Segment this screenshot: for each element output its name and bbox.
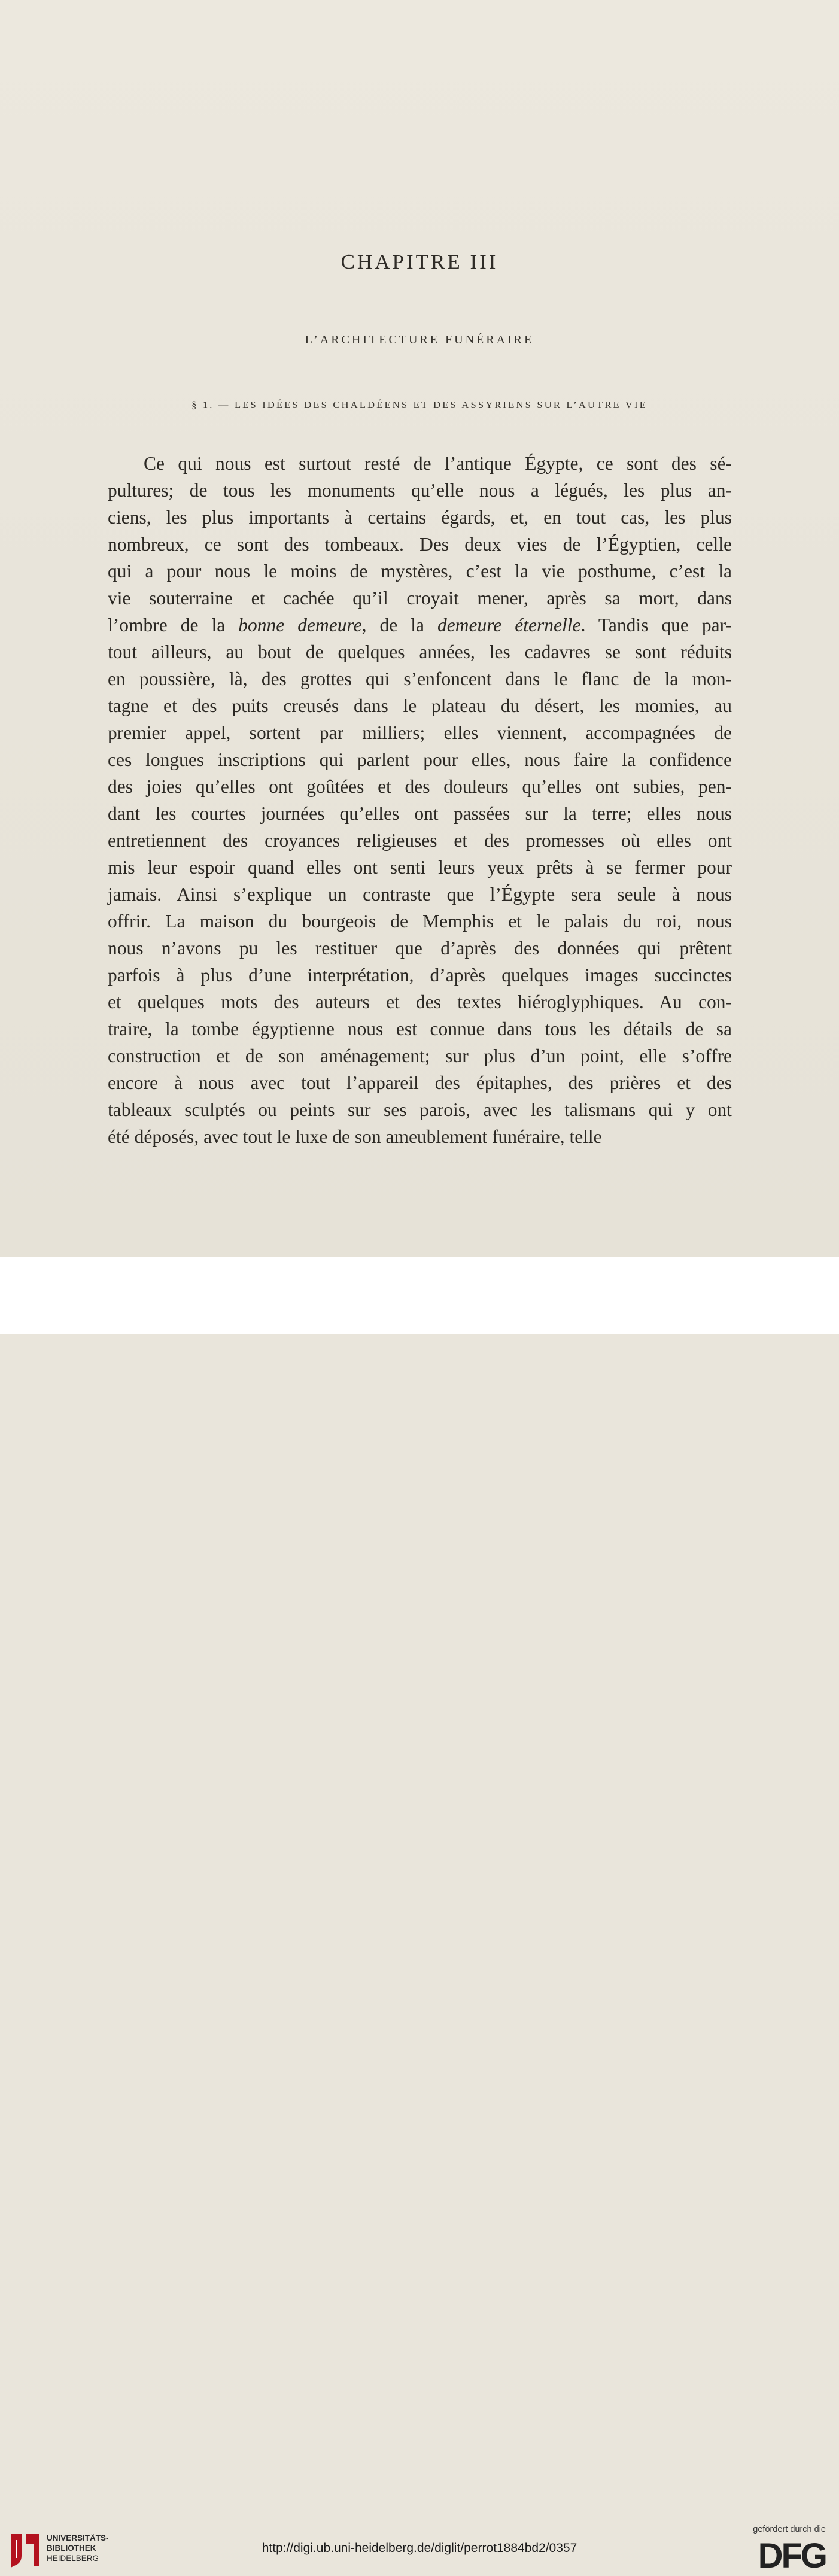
chapter-title: CHAPITRE III bbox=[341, 250, 498, 273]
text-line: pultures; de tous les monuments qu’elle nous a légués, les plus an- bbox=[108, 480, 732, 501]
text-line: vie souterraine et cachée qu’il croyait mener, après sa mort, dans bbox=[108, 588, 732, 609]
text-line: des joies qu’elles ont goûtées et des douleurs qu’elles ont subies, pen- bbox=[108, 776, 732, 797]
subsection-title: § 1. — LES IDÉES DES CHALDÉENS ET DES ASSYRIENS SUR L’AUTRE VIE bbox=[191, 399, 648, 410]
text-line: mis leur espoir quand elles ont senti leurs yeux prêts à se fermer pour bbox=[108, 857, 732, 878]
text-line: qui a pour nous le moins de mystères, c’est la vie posthume, c’est la bbox=[108, 561, 732, 582]
text-line: ciens, les plus importants à certains égards, et, en tout cas, les plus bbox=[108, 507, 732, 528]
section-title: L’ARCHITECTURE FUNÉRAIRE bbox=[305, 333, 534, 346]
text-line: nombreux, ce sont des tombeaux. Des deux vies de l’Égyptien, celle bbox=[108, 534, 732, 555]
text-line: encore à nous avec tout l’appareil des épitaphes, des prières et des bbox=[108, 1072, 732, 1093]
text-line: parfois à plus d’une interprétation, d’après quelques images succinctes bbox=[108, 965, 732, 986]
text-line: tableaux sculptés ou peints sur ses parois, avec les talismans qui y ont bbox=[108, 1099, 732, 1120]
permalink-url[interactable]: http://digi.ub.uni-heidelberg.de/diglit/perrot1884bd2/0357 bbox=[262, 2541, 577, 2555]
text-line: offrir. La maison du bourgeois de Memphis et le palais du roi, nous bbox=[108, 911, 732, 932]
body-paragraph bbox=[108, 450, 732, 1150]
library-name: UNIVERSITÄTS- BIBLIOTHEK HEIDELBERG bbox=[47, 2534, 109, 2563]
footer-bar bbox=[0, 1257, 839, 2575]
text-line: été déposés, avec tout le luxe de son ameublement funéraire, telle bbox=[108, 1126, 602, 1147]
text-line: Ce qui nous est surtout resté de l’antique Égypte, ce sont des sé- bbox=[144, 453, 732, 474]
text-line: nous n’avons pu les restituer que d’après des données qui prêtent bbox=[108, 938, 732, 959]
text-line: tagne et des puits creusés dans le plateau du désert, les momies, au bbox=[108, 695, 732, 716]
funding-note: gefördert durch die bbox=[753, 2525, 826, 2534]
text-line: jamais. Ainsi s’explique un contraste que l’Égypte sera seule à nous bbox=[108, 884, 732, 905]
text-line: ces longues inscriptions qui parlent pour elles, nous faire la confidence bbox=[108, 749, 732, 770]
text-line: tout ailleurs, au bout de quelques années, les cadavres se sont réduits bbox=[108, 641, 732, 662]
dfg-logo: DFG bbox=[758, 2537, 826, 2575]
text-line: l’ombre de la bonne demeure, de la demeure éternelle. Tandis que par- bbox=[108, 615, 732, 635]
text-line: et quelques mots des auteurs et des textes hiéroglyphiques. Au con- bbox=[108, 992, 732, 1012]
text-line: en poussière, là, des grottes qui s’enfoncent dans le flanc de la mon- bbox=[108, 668, 732, 689]
text-line: dant les courtes journées qu’elles ont passées sur la terre; elles nous bbox=[108, 803, 732, 824]
text-line: traire, la tombe égyptienne nous est connue dans tous les détails de sa bbox=[108, 1018, 732, 1039]
text-line: construction et de son aménagement; sur plus d’un point, elle s’offre bbox=[108, 1045, 732, 1066]
text-line: entretiennent des croyances religieuses et des promesses où elles ont bbox=[108, 830, 732, 851]
text-line: premier appel, sortent par milliers; elles viennent, accompagnées de bbox=[108, 722, 732, 743]
scanned-page bbox=[0, 0, 839, 1257]
